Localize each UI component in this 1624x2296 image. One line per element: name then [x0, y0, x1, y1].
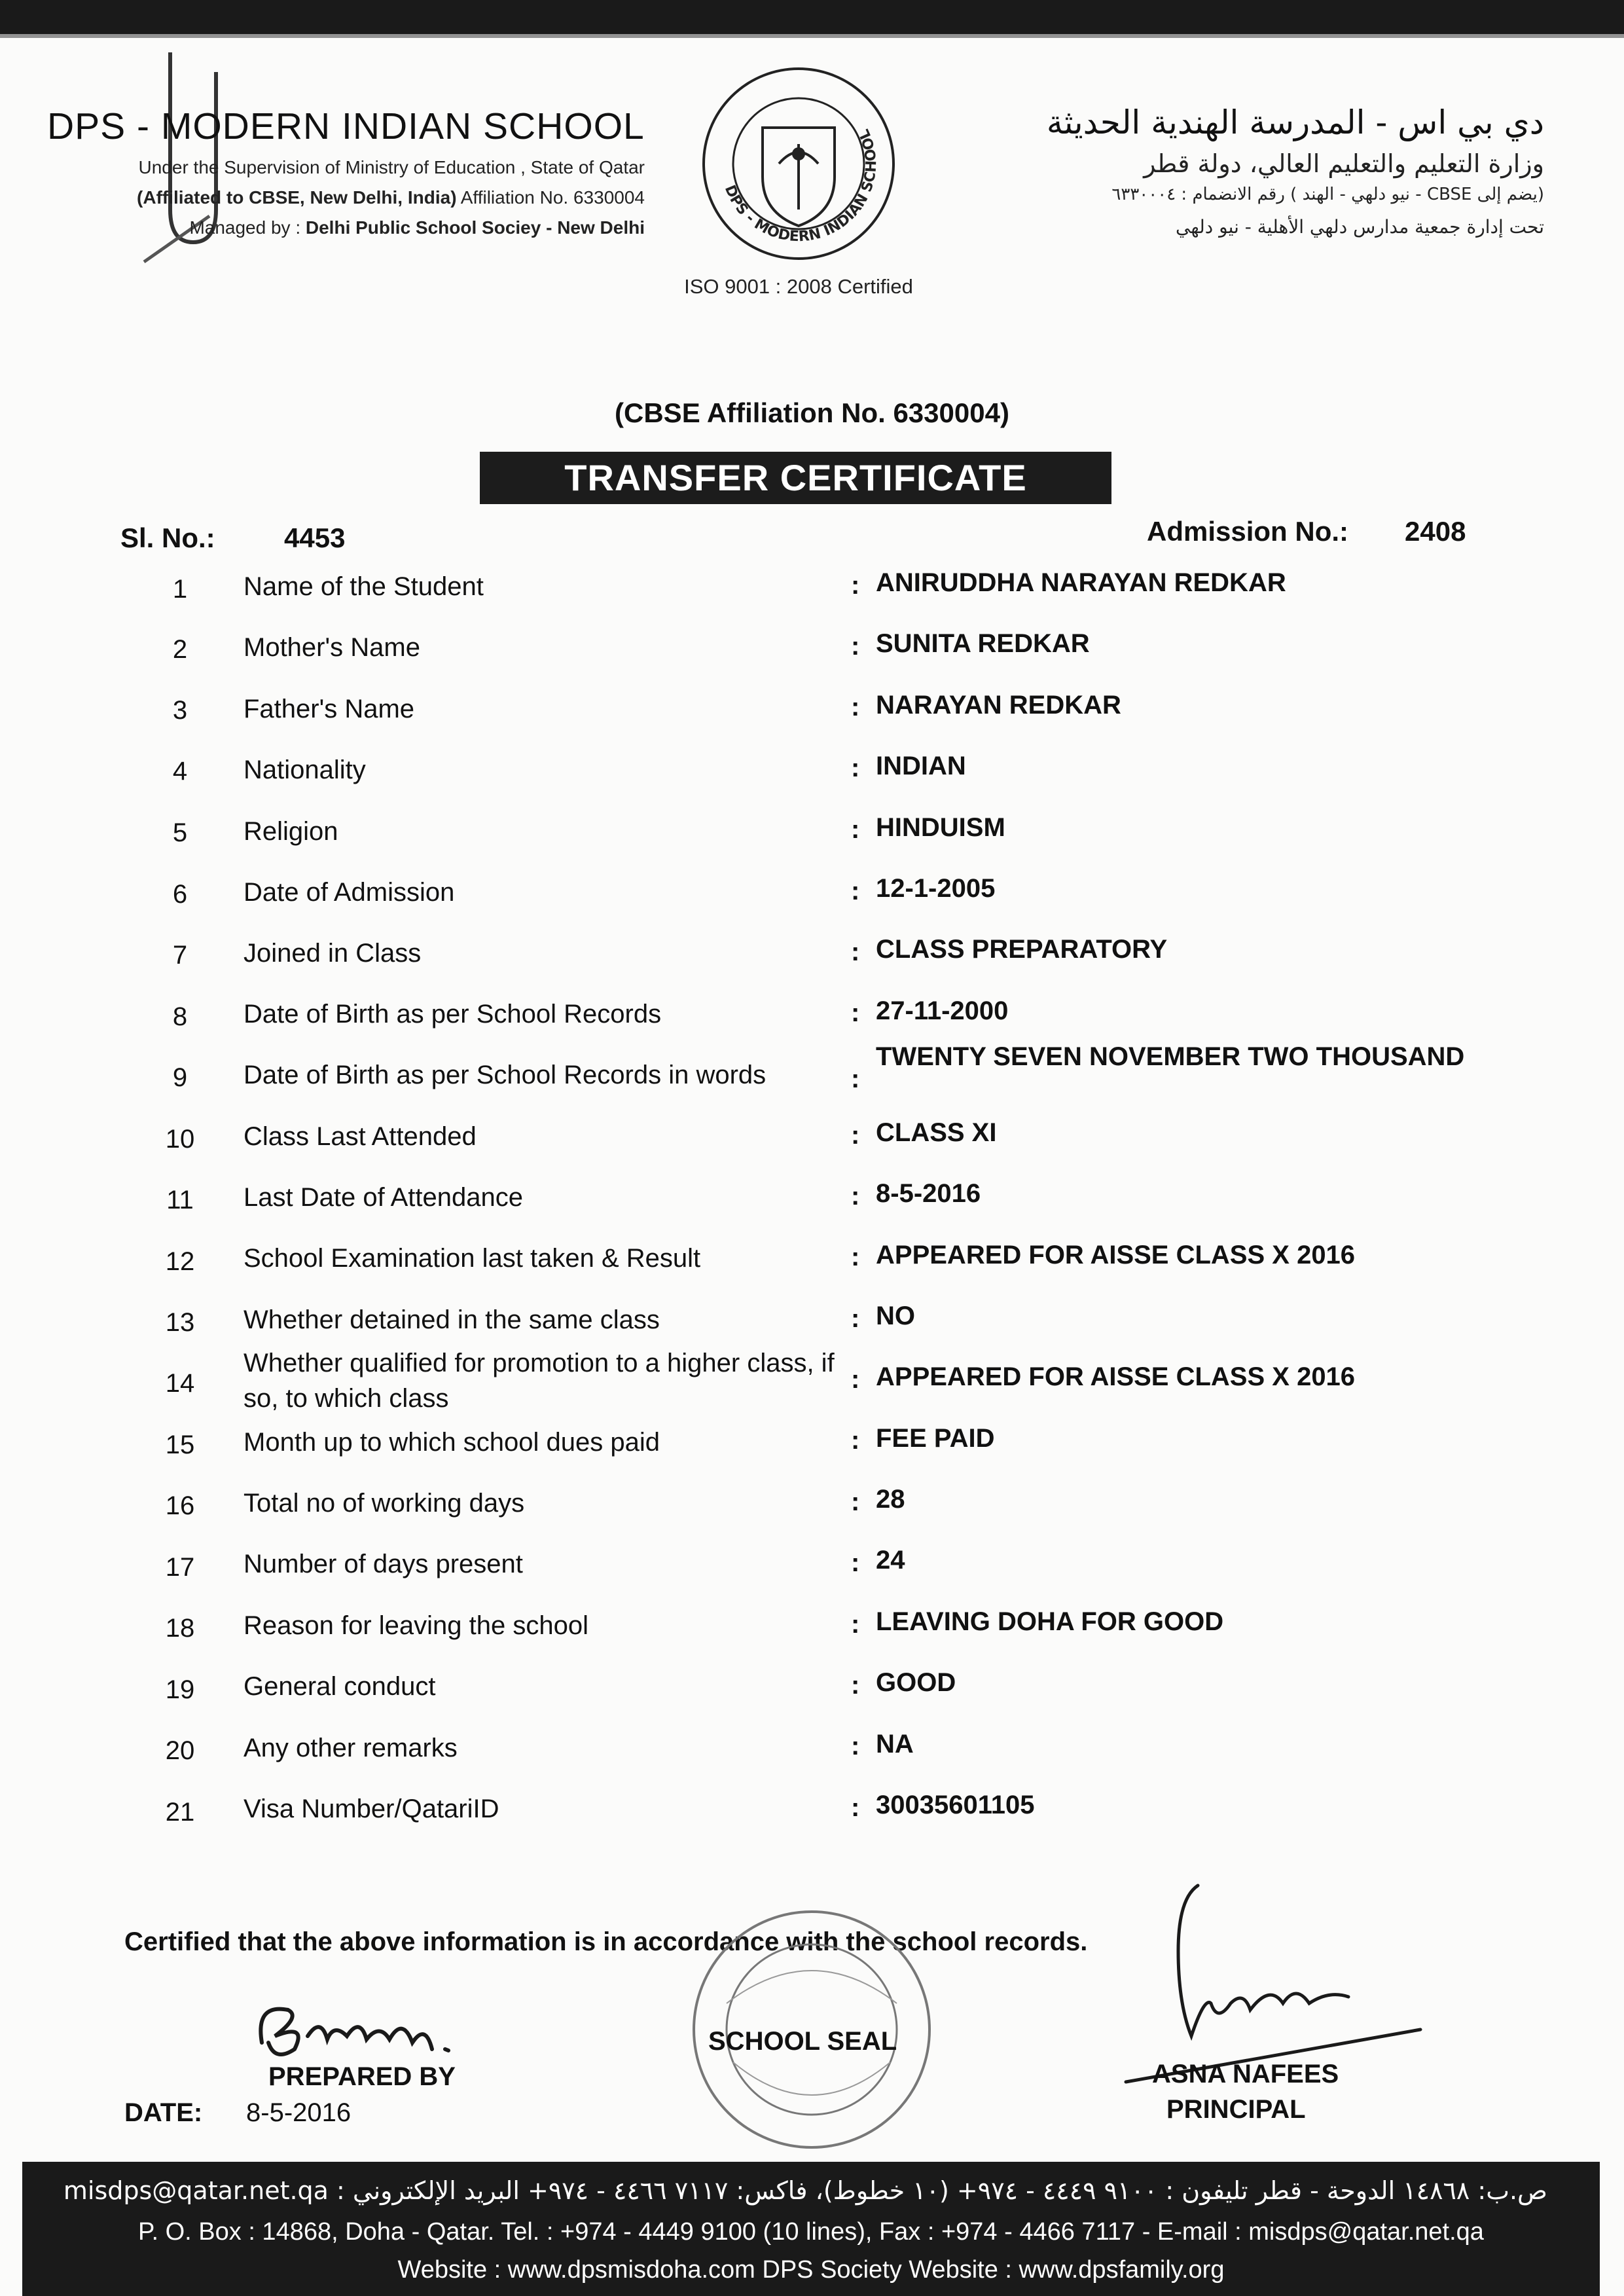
row-number: 21 — [165, 1798, 195, 1827]
row-colon: : — [851, 1243, 860, 1271]
iso-certification: ISO 9001 : 2008 Certified — [684, 275, 913, 298]
row-value: INDIAN — [876, 752, 966, 780]
row-label: Name of the Student — [244, 572, 484, 601]
managed-line — [189, 217, 645, 238]
row-label: Last Date of Attendance — [244, 1183, 523, 1212]
top-border-shadow — [0, 34, 1624, 38]
row-value: HINDUISM — [876, 813, 1005, 842]
row-value: SUNITA REDKAR — [876, 629, 1090, 658]
serial-value: 4453 — [284, 522, 346, 553]
row-value: 12-1-2005 — [876, 874, 996, 903]
school-seal-label: SCHOOL SEAL — [708, 2027, 897, 2056]
row-label: Visa Number/QatariID — [244, 1795, 499, 1823]
row-colon: : — [851, 1426, 860, 1455]
row-label: General conduct — [244, 1672, 436, 1701]
footer-contact: P. O. Box : 14868, Doha - Qatar. Tel. : +974 - 4449 9100 (10 lines), Fax : +974 - 4466 7117 - E-mail : misdps@qatar.net.qa — [138, 2218, 1484, 2246]
row-colon: : — [851, 815, 860, 844]
affiliation-ar: (يضم إلى CBSE - نيو دلهي - الهند ) رقم الانضمام : ٦٣٣٠٠٠٤ — [1111, 185, 1544, 204]
row-number: 2 — [172, 635, 188, 664]
row-number: 10 — [165, 1125, 195, 1154]
row-number: 12 — [165, 1247, 195, 1276]
document-title: TRANSFER CERTIFICATE — [480, 452, 1111, 504]
row-label: Whether qualified for promotion to a higher class, if so, to which class — [244, 1349, 835, 1413]
row-value: 30035601105 — [876, 1791, 1035, 1819]
ministry-ar: وزارة التعليم والتعليم العالي، دولة قطر — [1144, 149, 1544, 178]
row-colon: : — [851, 693, 860, 721]
row-colon: : — [851, 998, 860, 1027]
row-label: School Examination last taken & Result — [244, 1244, 701, 1273]
row-value: APPEARED FOR AISSE CLASS X 2016 — [876, 1241, 1356, 1269]
row-label: Total no of working days — [244, 1489, 525, 1518]
cbse-affiliation: (CBSE Affiliation No. 6330004) — [615, 397, 1009, 428]
admission-value: 2408 — [1405, 516, 1466, 547]
row-number: 18 — [165, 1614, 195, 1643]
top-border-bar — [0, 0, 1624, 34]
row-colon: : — [851, 1304, 860, 1333]
school-name-ar: دي بي اس - المدرسة الهندية الحديثة — [1046, 103, 1544, 141]
row-colon: : — [851, 1121, 860, 1150]
row-value: NA — [876, 1730, 914, 1758]
row-number: 17 — [165, 1553, 195, 1582]
row-colon: : — [851, 1365, 860, 1394]
row-value: CLASS XI — [876, 1118, 997, 1147]
row-number: 5 — [172, 818, 188, 847]
row-colon: : — [851, 1610, 860, 1639]
row-colon: : — [851, 571, 860, 600]
row-value: 24 — [876, 1546, 905, 1575]
row-number: 4 — [172, 757, 188, 786]
row-label: Any other remarks — [244, 1734, 458, 1762]
row-label: Reason for leaving the school — [244, 1611, 588, 1640]
row-label: Mother's Name — [244, 633, 420, 662]
row-value: LEAVING DOHA FOR GOOD — [876, 1607, 1224, 1636]
logo-ring-text: DPS - MODERN INDIAN SCHOOL — [721, 126, 880, 246]
affiliation-number: Affiliation No. 6330004 — [460, 187, 645, 208]
row-value: TWENTY SEVEN NOVEMBER TWO THOUSAND — [876, 1042, 1465, 1071]
prepared-by-label: PREPARED BY — [268, 2062, 456, 2091]
row-value: NO — [876, 1302, 915, 1330]
row-number: 20 — [165, 1736, 195, 1765]
date-value: 8-5-2016 — [246, 2098, 352, 2127]
row-value: NARAYAN REDKAR — [876, 691, 1121, 720]
row-label: Religion — [244, 817, 338, 846]
row-value: FEE PAID — [876, 1424, 995, 1453]
row-colon: : — [851, 632, 860, 661]
row-label: Class Last Attended — [244, 1122, 477, 1151]
school-logo-icon — [700, 65, 897, 262]
row-number: 14 — [165, 1369, 195, 1398]
managed-ar: تحت إدارة جمعية مدارس دلهي الأهلية - نيو دلهي — [1176, 216, 1544, 238]
row-colon: : — [851, 1793, 860, 1822]
row-label: Date of Birth as per School Records — [244, 1000, 662, 1029]
row-colon: : — [851, 1487, 860, 1516]
row-label: Whether detained in the same class — [244, 1305, 660, 1334]
row-value: ANIRUDDHA NARAYAN REDKAR — [876, 568, 1286, 597]
row-number: 7 — [172, 941, 188, 970]
row-colon: : — [851, 1671, 860, 1700]
affiliation-line — [137, 187, 645, 208]
row-colon: : — [851, 1732, 860, 1760]
footer-band — [22, 2162, 1600, 2296]
row-value: GOOD — [876, 1668, 956, 1697]
principal-title: PRINCIPAL — [1166, 2095, 1306, 2124]
row-number: 6 — [172, 880, 188, 909]
row-label: Date of Birth as per School Records in words — [244, 1061, 767, 1089]
row-label: Month up to which school dues paid — [244, 1428, 660, 1457]
footer-websites: Website : www.dpsmisdoha.com DPS Society Website : www.dpsfamily.org — [397, 2256, 1225, 2284]
row-colon: : — [851, 1182, 860, 1211]
row-number: 13 — [165, 1308, 195, 1337]
row-number: 15 — [165, 1430, 195, 1459]
admission-label: Admission No.: — [1147, 516, 1349, 547]
row-colon: : — [851, 877, 860, 905]
principal-name: ASNA NAFEES — [1152, 2060, 1339, 2088]
row-number: 8 — [172, 1002, 188, 1031]
certification-statement: Certified that the above information is in accordance with the school records. — [124, 1927, 1088, 1956]
row-number: 1 — [172, 575, 188, 604]
row-label: Number of days present — [244, 1550, 523, 1578]
preparer-signature — [249, 1977, 524, 2075]
row-value: APPEARED FOR AISSE CLASS X 2016 — [876, 1362, 1356, 1391]
row-number: 3 — [172, 696, 188, 725]
row-value: 27-11-2000 — [876, 996, 1009, 1025]
row-number: 11 — [166, 1186, 194, 1214]
row-label: Date of Admission — [244, 878, 455, 907]
row-number: 9 — [172, 1063, 188, 1092]
row-value: CLASS PREPARATORY — [876, 935, 1168, 964]
row-number: 16 — [165, 1491, 195, 1520]
supervision-text: Under the Supervision of Ministry of Education , State of Qatar — [138, 157, 645, 177]
school-name-en: DPS - MODERN INDIAN SCHOOL — [47, 105, 645, 147]
serial-label: Sl. No.: — [120, 522, 215, 553]
svg-text:DPS - MODERN INDIAN SCHOOL — [721, 126, 880, 245]
row-colon: : — [851, 1065, 860, 1093]
footer-arabic: ص.ب: ١٤٨٦٨ الدوحة - قطر تليفون : ٩١٠٠ ٤٤٤٩ - ٩٧٤+ (١٠ خطوط)، فاكس: ٧١١٧ ٤٤٦٦ - ٩٧٤+ البريد الإلكتروني : misdps@qatar.net.qa — [63, 2176, 1547, 2205]
row-value: 8-5-2016 — [876, 1179, 981, 1208]
date-label: DATE: — [124, 2098, 203, 2127]
managed-prefix: Managed by : — [189, 217, 301, 238]
row-colon: : — [851, 938, 860, 966]
affiliated-bold: (Affiliated to CBSE, New Delhi, India) — [137, 187, 457, 208]
row-value: 28 — [876, 1485, 905, 1514]
row-label: Nationality — [244, 756, 366, 784]
row-number: 19 — [165, 1675, 195, 1704]
row-label: Joined in Class — [244, 939, 422, 968]
row-colon: : — [851, 754, 860, 782]
managed-by: Delhi Public School Sociey - New Delhi — [305, 217, 645, 238]
row-label: Father's Name — [244, 695, 415, 723]
row-colon: : — [851, 1548, 860, 1577]
